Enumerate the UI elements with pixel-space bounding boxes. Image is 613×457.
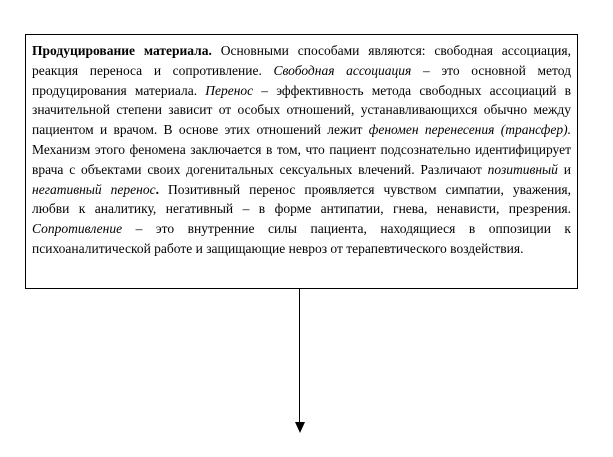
connector-line — [299, 289, 300, 423]
text-box — [25, 34, 578, 289]
text-segment-7: Позитивный перенос проявляется чувством симпатии, уважения, любви к аналитику, негативный – в форме антипатии, гнева, ненависти, презрения. — [32, 181, 571, 217]
term-positive: позитивный — [487, 161, 558, 177]
term-phenomenon: феномен перенесения (трансфер). — [368, 122, 572, 138]
term-transfer: Перенос — [205, 82, 254, 98]
arrow-down-icon — [295, 422, 305, 433]
text-segment-1: Основными способами являются: свободная ассоциация, реакция переноса и сопротивление. — [32, 43, 571, 78]
term-negative: негативный перенос — [32, 181, 156, 197]
term-free-association: Свободная ассоциация — [273, 62, 412, 78]
text-segment-8: – это внутренние силы пациента, находящиеся в оппозиции к психоаналитической работе и защищающие невроз от терапевтического воздействия. — [32, 221, 571, 256]
text-segment-6: . — [155, 181, 159, 197]
term-resistance: Сопротивление — [32, 221, 123, 237]
text-segment-3: – эффективность метода свободных ассоциаций в значительной степени зависит от особых отношений, устанавливающихся обычно между пациентом и врачом. В основе этих отношений лежит — [32, 82, 571, 138]
text-segment-5: и — [557, 161, 571, 177]
text-segment-2: – это основной метод продуцирования материала. — [32, 62, 571, 98]
heading: Продуцирование материала. — [32, 43, 212, 58]
text-segment-4: Механизм этого феномена заключается в том, что пациент подсознательно идентифицирует врача с объектами своих догенитальных сексуальных влечений. Различают — [32, 141, 571, 177]
